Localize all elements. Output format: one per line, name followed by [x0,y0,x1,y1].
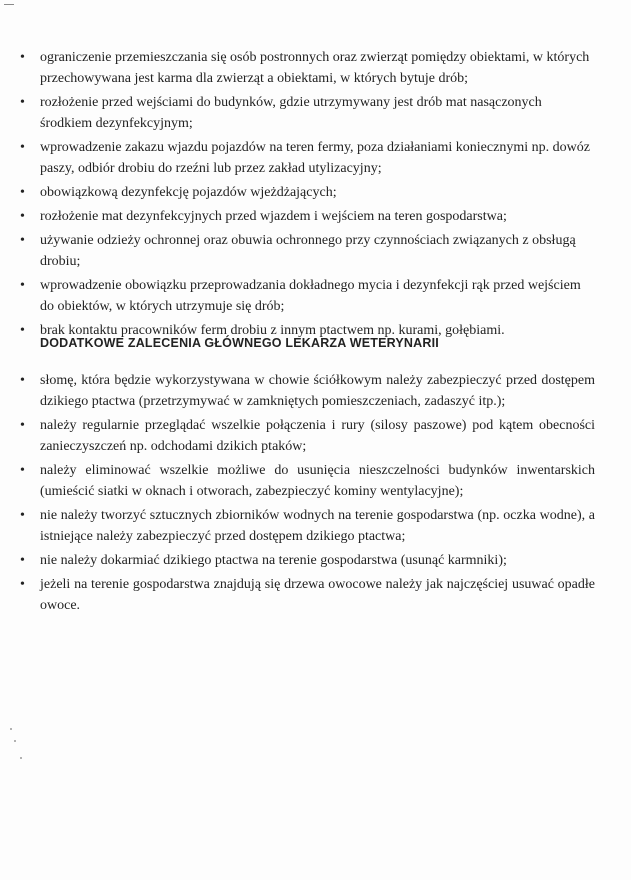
bullet-icon: • [20,233,25,248]
list-item [0,230,631,272]
list-item [0,505,631,547]
bullet-icon: • [20,209,25,224]
bullet-icon: • [20,508,25,523]
list-item [0,137,631,179]
scan-speck [14,740,16,742]
bullet-icon: • [20,323,25,338]
list-item [0,550,631,571]
bullet-icon: • [20,373,25,388]
bullet-icon: • [20,95,25,110]
list-item-text: rozłożenie przed wejściami do budynków, gdzie utrzymywany jest drób mat nasączonych środkiem dezynfekcyjnym; [40,95,542,131]
list-item [0,415,631,457]
list-item-text: rozłożenie mat dezynfekcyjnych przed wjazdem i wejściem na teren gospodarstwa; [40,209,507,224]
section-heading: DODATKOWE ZALECENIA GŁÓWNEGO LEKARZA WETERYNARII [40,336,439,350]
list-item-text: słomę, która będzie wykorzystywana w chowie ściółkowym należy zabezpieczyć przed dostępem dzikiego ptactwa (przetrzymywać w zamkniętych pomieszczeniach, zadaszyć itp.); [40,373,595,409]
biosecurity-measures-list [0,47,631,344]
list-item [0,574,631,616]
bullet-icon: • [20,140,25,155]
list-item-text: używanie odzieży ochronnej oraz obuwia ochronnego przy czynnościach związanych z obsługą drobiu; [40,233,576,269]
bullet-icon: • [20,577,25,592]
bullet-icon: • [20,553,25,568]
list-item [0,460,631,502]
bullet-icon: • [20,463,25,478]
list-item [0,370,631,412]
list-item-text: nie należy tworzyć sztucznych zbiorników wodnych na terenie gospodarstwa (np. oczka wodne), a istniejące należy zabezpieczyć przed dostępem dzikiego ptactwa; [40,508,595,544]
bullet-icon: • [20,418,25,433]
scan-speck [10,728,12,730]
bullet-icon: • [20,278,25,293]
list-item-text: obowiązkową dezynfekcję pojazdów wjeżdżających; [40,185,337,200]
additional-recommendations-list [0,370,631,619]
list-item-text: należy eliminować wszelkie możliwe do usunięcia nieszczelności budynków inwentarskich (umieścić siatki w oknach i otworach, zabezpieczyć kominy wentylacyjne); [40,463,595,499]
bullet-icon: • [20,185,25,200]
list-item-text: wprowadzenie zakazu wjazdu pojazdów na teren fermy, poza działaniami koniecznymi np. dowóz paszy, odbiór drobiu do rzeźni lub przez zakład utylizacyjny; [40,140,590,176]
list-item-text: brak kontaktu pracowników ferm drobiu z innym ptactwem np. kurami, gołębiami. [40,323,505,338]
list-item [0,206,631,227]
bullet-icon: • [20,50,25,65]
scan-edge-mark [4,4,14,5]
list-item-text: nie należy dokarmiać dzikiego ptactwa na terenie gospodarstwa (usunąć karmniki); [40,553,507,568]
list-item-text: należy regularnie przeglądać wszelkie połączenia i rury (silosy paszowe) pod kątem obecności zanieczyszczeń np. odchodami dzikich ptaków; [40,418,595,454]
list-item-text: wprowadzenie obowiązku przeprowadzania dokładnego mycia i dezynfekcji rąk przed wejściem do obiektów, w których utrzymuje się drób; [40,278,581,314]
list-item-text: jeżeli na terenie gospodarstwa znajdują się drzewa owocowe należy jak najczęściej usuwać opadłe owoce. [40,577,595,613]
list-item-text: ograniczenie przemieszczania się osób postronnych oraz zwierząt pomiędzy obiektami, w których przechowywana jest karma dla zwierząt a obiektami, w których bytuje drób; [40,50,590,86]
list-item [0,275,631,317]
list-item [0,182,631,203]
list-item [0,47,631,89]
scan-speck [20,757,22,759]
list-item [0,92,631,134]
